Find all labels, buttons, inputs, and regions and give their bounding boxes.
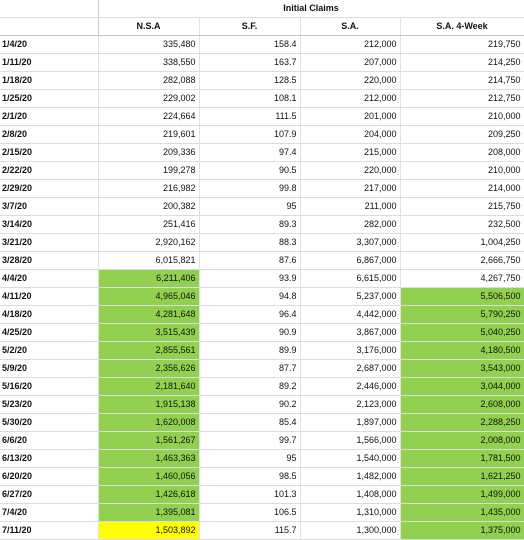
nsa-cell[interactable]: 2,920,162: [98, 234, 199, 252]
sf-cell[interactable]: 95: [199, 198, 300, 216]
nsa-cell[interactable]: 1,395,081: [98, 504, 199, 522]
nsa-cell[interactable]: 6,211,406: [98, 270, 199, 288]
table-row: [0, 216, 524, 234]
date-cell[interactable]: 3/14/20: [0, 216, 98, 234]
sa-cell[interactable]: 204,000: [300, 126, 400, 144]
column-header-sa[interactable]: S.A.: [300, 18, 400, 36]
column-header-nsa[interactable]: N.S.A: [98, 18, 199, 36]
table-row: [0, 306, 524, 324]
table-row: [0, 504, 524, 522]
sa-cell[interactable]: 201,000: [300, 108, 400, 126]
table-row: [0, 270, 524, 288]
sf-cell[interactable]: 93.9: [199, 270, 300, 288]
sa-4-week-cell[interactable]: 5,790,250: [400, 306, 524, 324]
sa-cell[interactable]: 1,408,000: [300, 486, 400, 504]
sa-cell[interactable]: 212,000: [300, 90, 400, 108]
nsa-cell[interactable]: 282,088: [98, 72, 199, 90]
sa-4-week-cell[interactable]: 1,004,250: [400, 234, 524, 252]
table-row: [0, 72, 524, 90]
sf-cell[interactable]: 90.5: [199, 162, 300, 180]
table-row: [0, 342, 524, 360]
nsa-cell[interactable]: 2,855,561: [98, 342, 199, 360]
date-cell[interactable]: 6/20/20: [0, 468, 98, 486]
table-row: [0, 396, 524, 414]
date-cell[interactable]: 4/25/20: [0, 324, 98, 342]
sf-cell[interactable]: 89.2: [199, 378, 300, 396]
date-cell[interactable]: 2/15/20: [0, 144, 98, 162]
sf-cell[interactable]: 101.3: [199, 486, 300, 504]
sa-4-week-cell[interactable]: 2,666,750: [400, 252, 524, 270]
sa-cell[interactable]: 1,300,000: [300, 522, 400, 540]
sf-cell[interactable]: 163.7: [199, 54, 300, 72]
date-cell[interactable]: 6/27/20: [0, 486, 98, 504]
sf-cell[interactable]: 98.5: [199, 468, 300, 486]
sa-cell[interactable]: 220,000: [300, 162, 400, 180]
sa-4-week-cell[interactable]: 4,267,750: [400, 270, 524, 288]
column-header-row: [0, 18, 524, 36]
sa-cell[interactable]: 215,000: [300, 144, 400, 162]
nsa-cell[interactable]: 229,002: [98, 90, 199, 108]
nsa-cell[interactable]: 335,480: [98, 36, 199, 54]
sf-cell[interactable]: 94.8: [199, 288, 300, 306]
sa-cell[interactable]: 217,000: [300, 180, 400, 198]
sa-4-week-cell[interactable]: 2,608,000: [400, 396, 524, 414]
sa-cell[interactable]: 211,000: [300, 198, 400, 216]
sa-4-week-cell[interactable]: 3,044,000: [400, 378, 524, 396]
sa-4-week-cell[interactable]: 215,750: [400, 198, 524, 216]
table-row: [0, 486, 524, 504]
group-header-row: [0, 0, 524, 18]
table-row: [0, 378, 524, 396]
nsa-cell[interactable]: 216,982: [98, 180, 199, 198]
sf-cell[interactable]: 128.5: [199, 72, 300, 90]
sf-cell[interactable]: 89.9: [199, 342, 300, 360]
column-header-sf[interactable]: S.F.: [199, 18, 300, 36]
nsa-cell[interactable]: 1,460,056: [98, 468, 199, 486]
nsa-cell[interactable]: 4,281,648: [98, 306, 199, 324]
sa-cell[interactable]: 2,123,000: [300, 396, 400, 414]
date-cell[interactable]: 7/11/20: [0, 522, 98, 540]
date-cell[interactable]: 5/16/20: [0, 378, 98, 396]
sa-cell[interactable]: 3,867,000: [300, 324, 400, 342]
sf-cell[interactable]: 96.4: [199, 306, 300, 324]
sa-cell[interactable]: 5,237,000: [300, 288, 400, 306]
nsa-cell[interactable]: 1,561,267: [98, 432, 199, 450]
sa-cell[interactable]: 1,897,000: [300, 414, 400, 432]
sf-cell[interactable]: 97.4: [199, 144, 300, 162]
sf-cell[interactable]: 99.7: [199, 432, 300, 450]
date-cell[interactable]: 6/13/20: [0, 450, 98, 468]
date-cell[interactable]: 2/8/20: [0, 126, 98, 144]
nsa-cell[interactable]: 224,664: [98, 108, 199, 126]
nsa-cell[interactable]: 1,463,363: [98, 450, 199, 468]
table-row: [0, 468, 524, 486]
nsa-cell[interactable]: 338,550: [98, 54, 199, 72]
sa-cell[interactable]: 1,482,000: [300, 468, 400, 486]
sa-4-week-cell[interactable]: 1,375,000: [400, 522, 524, 540]
sa-4-week-cell[interactable]: 214,000: [400, 180, 524, 198]
sa-4-week-cell[interactable]: 232,500: [400, 216, 524, 234]
sa-cell[interactable]: 220,000: [300, 72, 400, 90]
sf-cell[interactable]: 106.5: [199, 504, 300, 522]
date-cell[interactable]: 5/9/20: [0, 360, 98, 378]
sf-cell[interactable]: 115.7: [199, 522, 300, 540]
table-row: [0, 162, 524, 180]
sa-cell[interactable]: 6,867,000: [300, 252, 400, 270]
sa-cell[interactable]: 4,442,000: [300, 306, 400, 324]
date-cell[interactable]: 1/18/20: [0, 72, 98, 90]
date-cell[interactable]: 5/2/20: [0, 342, 98, 360]
date-cell[interactable]: 2/29/20: [0, 180, 98, 198]
sa-4-week-cell[interactable]: 1,499,000: [400, 486, 524, 504]
sa-cell[interactable]: 1,310,000: [300, 504, 400, 522]
table-row: [0, 522, 524, 540]
sf-cell[interactable]: 87.7: [199, 360, 300, 378]
sf-cell[interactable]: 99.8: [199, 180, 300, 198]
sa-cell[interactable]: 6,615,000: [300, 270, 400, 288]
table-row: [0, 414, 524, 432]
nsa-cell[interactable]: 200,382: [98, 198, 199, 216]
date-cell[interactable]: 1/25/20: [0, 90, 98, 108]
sa-4-week-cell[interactable]: 1,621,250: [400, 468, 524, 486]
sf-cell[interactable]: 108.1: [199, 90, 300, 108]
table-row: [0, 234, 524, 252]
sa-cell[interactable]: 282,000: [300, 216, 400, 234]
sa-4-week-cell[interactable]: 4,180,500: [400, 342, 524, 360]
sa-cell[interactable]: 3,307,000: [300, 234, 400, 252]
sa-4-week-cell[interactable]: 210,000: [400, 108, 524, 126]
sa-4-week-cell[interactable]: 214,750: [400, 72, 524, 90]
sa-cell[interactable]: 207,000: [300, 54, 400, 72]
nsa-cell[interactable]: 6,015,821: [98, 252, 199, 270]
table-row: [0, 252, 524, 270]
sa-4-week-cell[interactable]: 1,781,500: [400, 450, 524, 468]
date-cell[interactable]: 5/23/20: [0, 396, 98, 414]
nsa-cell[interactable]: 209,336: [98, 144, 199, 162]
sa-4-week-cell[interactable]: 209,250: [400, 126, 524, 144]
sf-cell[interactable]: 107.9: [199, 126, 300, 144]
table-row: [0, 198, 524, 216]
date-cell[interactable]: 1/11/20: [0, 54, 98, 72]
table-row: [0, 180, 524, 198]
nsa-cell[interactable]: 2,181,640: [98, 378, 199, 396]
nsa-cell[interactable]: 1,426,618: [98, 486, 199, 504]
sa-4-week-cell[interactable]: 2,008,000: [400, 432, 524, 450]
sa-4-week-cell[interactable]: 208,000: [400, 144, 524, 162]
corner-cell[interactable]: [0, 0, 98, 18]
table-row: [0, 54, 524, 72]
date-cell[interactable]: 3/28/20: [0, 252, 98, 270]
date-cell[interactable]: 4/18/20: [0, 306, 98, 324]
nsa-cell[interactable]: 219,601: [98, 126, 199, 144]
sf-cell[interactable]: 90.2: [199, 396, 300, 414]
date-cell[interactable]: 3/21/20: [0, 234, 98, 252]
sf-cell[interactable]: 88.3: [199, 234, 300, 252]
sa-cell[interactable]: 1,540,000: [300, 450, 400, 468]
table-row: [0, 108, 524, 126]
nsa-cell[interactable]: 1,915,138: [98, 396, 199, 414]
sa-cell[interactable]: 2,687,000: [300, 360, 400, 378]
sa-cell[interactable]: 3,176,000: [300, 342, 400, 360]
sa-cell[interactable]: 2,446,000: [300, 378, 400, 396]
sa-4-week-cell[interactable]: 210,000: [400, 162, 524, 180]
sa-4-week-cell[interactable]: 219,750: [400, 36, 524, 54]
sa-cell[interactable]: 1,566,000: [300, 432, 400, 450]
date-cell[interactable]: 1/4/20: [0, 36, 98, 54]
date-cell[interactable]: 4/11/20: [0, 288, 98, 306]
sa-cell[interactable]: 212,000: [300, 36, 400, 54]
sa-4-week-cell[interactable]: 214,250: [400, 54, 524, 72]
date-cell[interactable]: 4/4/20: [0, 270, 98, 288]
table-row: [0, 432, 524, 450]
sf-cell[interactable]: 85.4: [199, 414, 300, 432]
sf-cell[interactable]: 95: [199, 450, 300, 468]
nsa-cell[interactable]: 251,416: [98, 216, 199, 234]
table-row: [0, 126, 524, 144]
table-row: [0, 324, 524, 342]
date-cell[interactable]: 7/4/20: [0, 504, 98, 522]
table-row: [0, 144, 524, 162]
sa-4-week-cell[interactable]: 212,750: [400, 90, 524, 108]
sa-4-week-cell[interactable]: 2,288,250: [400, 414, 524, 432]
sa-4-week-cell[interactable]: 5,040,250: [400, 324, 524, 342]
group-title[interactable]: Initial Claims: [98, 0, 524, 18]
nsa-cell[interactable]: 199,278: [98, 162, 199, 180]
sf-cell[interactable]: 158.4: [199, 36, 300, 54]
column-header-sa-4-week[interactable]: S.A. 4-Week: [400, 18, 524, 36]
table-row: [0, 450, 524, 468]
date-cell[interactable]: 2/1/20: [0, 108, 98, 126]
sa-4-week-cell[interactable]: 3,543,000: [400, 360, 524, 378]
nsa-cell[interactable]: 1,503,892: [98, 522, 199, 540]
sa-4-week-cell[interactable]: 1,435,000: [400, 504, 524, 522]
table-row: [0, 90, 524, 108]
sf-cell[interactable]: 89.3: [199, 216, 300, 234]
sf-cell[interactable]: 87.6: [199, 252, 300, 270]
nsa-cell[interactable]: 4,965,046: [98, 288, 199, 306]
date-cell[interactable]: 2/22/20: [0, 162, 98, 180]
date-cell[interactable]: 6/6/20: [0, 432, 98, 450]
sa-4-week-cell[interactable]: 5,506,500: [400, 288, 524, 306]
table-row: [0, 288, 524, 306]
date-cell[interactable]: 5/30/20: [0, 414, 98, 432]
sf-cell[interactable]: 90.9: [199, 324, 300, 342]
nsa-cell[interactable]: 3,515,439: [98, 324, 199, 342]
table-row: [0, 36, 524, 54]
table-row: [0, 360, 524, 378]
corner-cell[interactable]: [0, 18, 98, 36]
sf-cell[interactable]: 111.5: [199, 108, 300, 126]
nsa-cell[interactable]: 1,620,008: [98, 414, 199, 432]
date-cell[interactable]: 3/7/20: [0, 198, 98, 216]
nsa-cell[interactable]: 2,356,626: [98, 360, 199, 378]
